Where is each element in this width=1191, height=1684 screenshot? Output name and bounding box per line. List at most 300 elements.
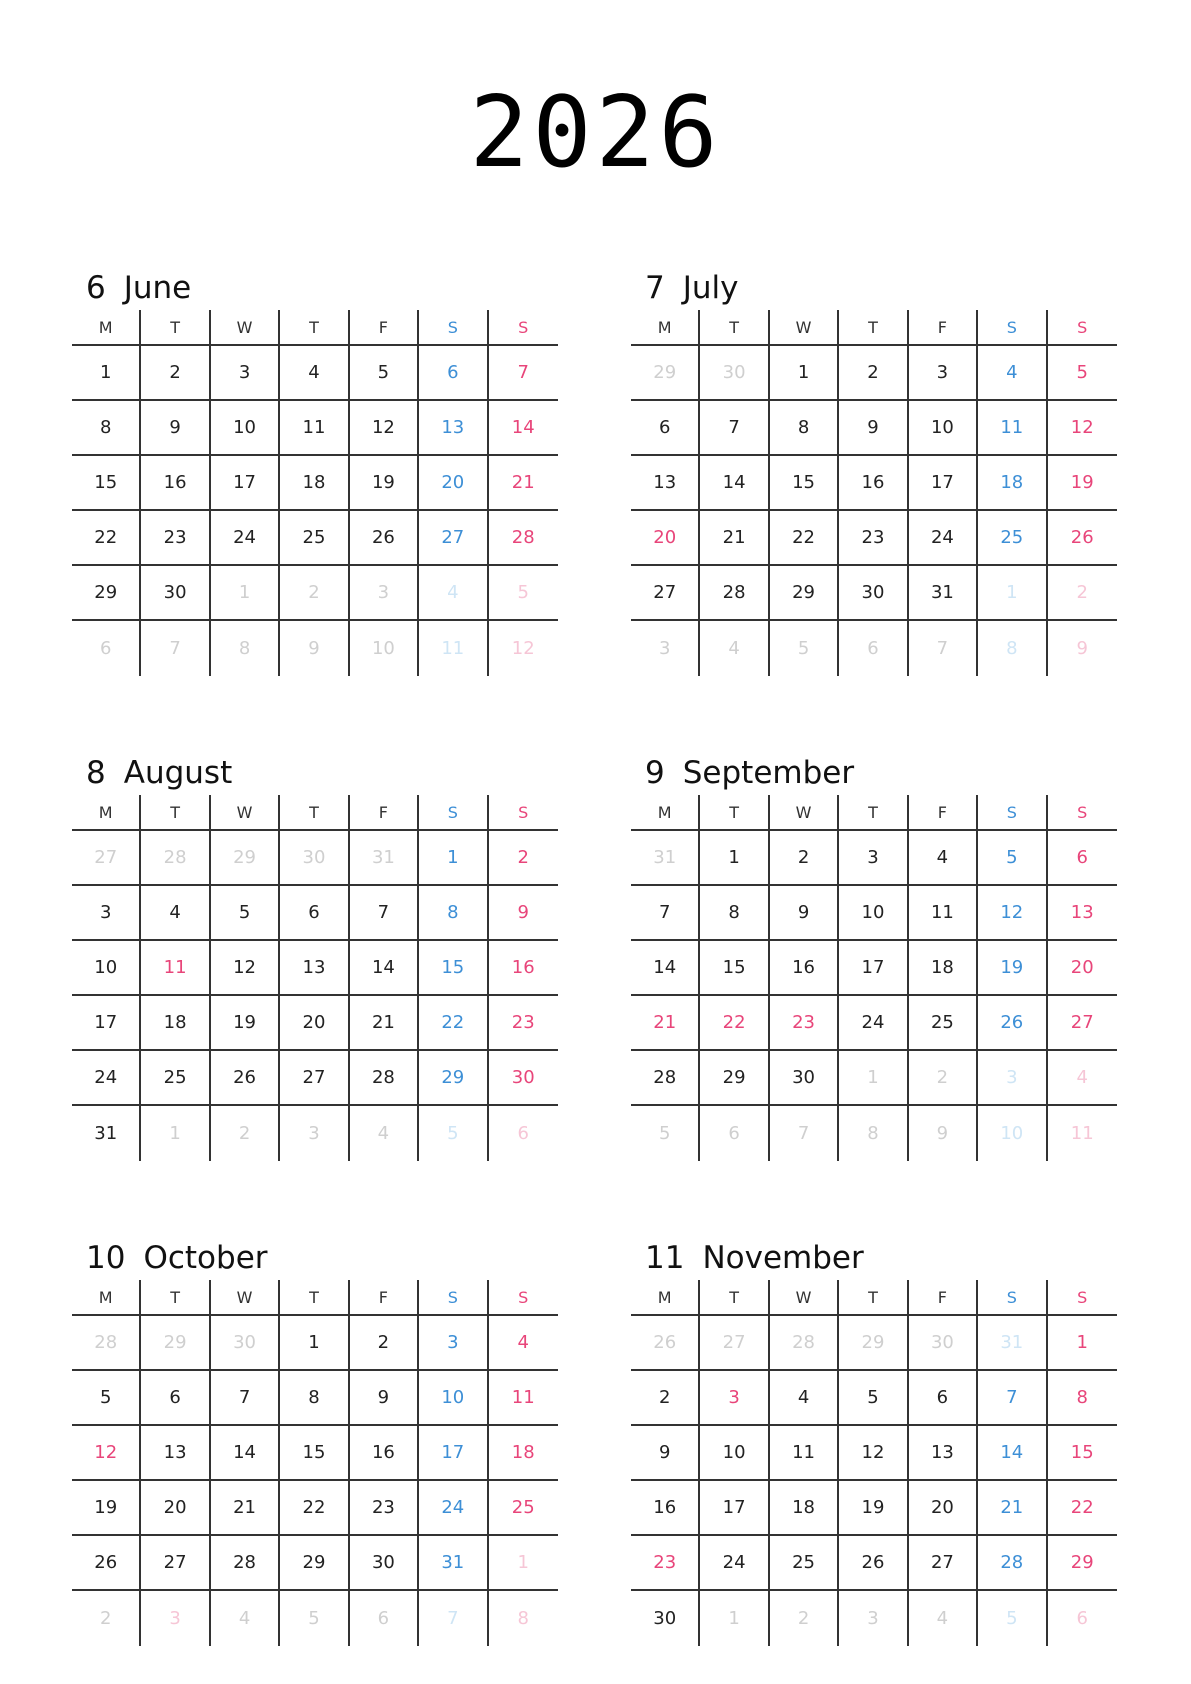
adjacent-month-day-cell: 6 — [1076, 1608, 1088, 1629]
adjacent-month-day-cell: 2 — [211, 1106, 280, 1161]
week-row — [72, 1316, 558, 1371]
day-cell: 5 — [1076, 362, 1088, 383]
day-cell: 11 — [770, 1426, 839, 1479]
day-cell: 8 — [1076, 1387, 1088, 1408]
day-cell: 1 — [72, 346, 141, 399]
day-cell: 1 — [419, 831, 488, 884]
day-cell: 4 — [517, 1332, 529, 1353]
day-cell: 17 — [700, 1481, 769, 1534]
day-cell: 14 — [700, 456, 769, 509]
day-cell: 3 — [839, 831, 908, 884]
day-cell: 4 — [141, 886, 210, 939]
adjacent-month-day-cell: 2 — [909, 1051, 978, 1104]
adjacent-month-day-cell: 7 — [141, 621, 210, 676]
adjacent-month-day-cell: 3 — [280, 1106, 349, 1161]
day-cell: 18 — [909, 941, 978, 994]
day-cell: 14 — [350, 941, 419, 994]
adjacent-month-day-cell: 28 — [72, 1316, 141, 1369]
weekday-label: S — [1077, 1287, 1088, 1307]
adjacent-month-day-cell: 6 — [72, 621, 141, 676]
day-cell: 29 — [419, 1051, 488, 1104]
week-row — [631, 831, 1117, 886]
day-cell: 12 — [350, 401, 419, 454]
day-cell: 26 — [211, 1051, 280, 1104]
day-cell: 17 — [211, 456, 280, 509]
adjacent-month-day-cell: 30 — [280, 831, 349, 884]
month-number: 6 — [86, 270, 106, 306]
adjacent-month-day-cell: 7 — [419, 1591, 488, 1646]
adjacent-month-day-cell: 4 — [1076, 1067, 1088, 1088]
week-row — [72, 1106, 558, 1161]
weekday-label: M — [72, 795, 141, 829]
day-cell: 22 — [72, 511, 141, 564]
day-cell: 5 — [72, 1371, 141, 1424]
month-grid — [72, 310, 558, 676]
adjacent-month-day-cell: 8 — [211, 621, 280, 676]
day-cell: 17 — [72, 996, 141, 1049]
day-cell: 4 — [280, 346, 349, 399]
day-cell: 6 — [419, 346, 488, 399]
month-heading — [645, 751, 854, 795]
day-cell: 30 — [631, 1591, 700, 1646]
weekday-label: T — [839, 1280, 908, 1314]
day-cell: 5 — [839, 1371, 908, 1424]
adjacent-month-day-cell: 27 — [72, 831, 141, 884]
day-cell: 20 — [419, 456, 488, 509]
day-cell: 11 — [978, 401, 1047, 454]
weekday-label: F — [350, 795, 419, 829]
day-cell: 21 — [211, 1481, 280, 1534]
day-cell: 12 — [1070, 417, 1094, 438]
day-cell: 1 — [770, 346, 839, 399]
adjacent-month-day-cell: 8 — [839, 1106, 908, 1161]
day-cell: 20 — [631, 511, 700, 564]
day-cell: 28 — [978, 1536, 1047, 1589]
day-cell: 31 — [72, 1106, 141, 1161]
weekday-label: T — [280, 310, 349, 344]
adjacent-month-day-cell: 28 — [141, 831, 210, 884]
day-cell: 22 — [419, 996, 488, 1049]
day-cell: 21 — [350, 996, 419, 1049]
month-number: 8 — [86, 755, 106, 791]
day-cell: 29 — [1070, 1552, 1094, 1573]
week-row — [72, 346, 558, 401]
year-title: 2026 — [469, 76, 722, 190]
month-grid — [72, 1280, 558, 1646]
adjacent-month-day-cell: 3 — [631, 621, 700, 676]
adjacent-month-day-cell: 11 — [419, 621, 488, 676]
weekday-label: S — [518, 317, 529, 337]
adjacent-month-day-cell: 5 — [770, 621, 839, 676]
day-cell: 26 — [1070, 527, 1094, 548]
month-name: October — [143, 1240, 268, 1276]
weekday-label: T — [141, 795, 210, 829]
week-row — [631, 1371, 1117, 1426]
day-cell: 30 — [839, 566, 908, 619]
weekday-label: S — [978, 1280, 1047, 1314]
day-cell: 3 — [909, 346, 978, 399]
day-cell: 26 — [72, 1536, 141, 1589]
adjacent-month-day-cell: 1 — [839, 1051, 908, 1104]
week-row — [631, 1426, 1117, 1481]
day-cell: 26 — [350, 511, 419, 564]
weekday-label: S — [978, 310, 1047, 344]
day-cell: 13 — [631, 456, 700, 509]
day-cell: 17 — [909, 456, 978, 509]
month-grid — [631, 1280, 1117, 1646]
day-cell: 17 — [419, 1426, 488, 1479]
day-cell: 13 — [419, 401, 488, 454]
weekday-label: T — [839, 795, 908, 829]
month-heading — [86, 1236, 268, 1280]
week-row — [631, 1316, 1117, 1371]
week-row — [72, 1591, 558, 1646]
adjacent-month-day-cell: 29 — [631, 346, 700, 399]
day-cell: 9 — [839, 401, 908, 454]
day-cell: 13 — [141, 1426, 210, 1479]
weekday-label: W — [770, 1280, 839, 1314]
day-cell: 27 — [1070, 1012, 1094, 1033]
day-cell: 21 — [700, 511, 769, 564]
day-cell: 18 — [770, 1481, 839, 1534]
day-cell: 26 — [978, 996, 1047, 1049]
adjacent-month-day-cell: 2 — [280, 566, 349, 619]
day-cell: 27 — [280, 1051, 349, 1104]
adjacent-month-day-cell: 3 — [978, 1051, 1047, 1104]
weekday-label: W — [211, 310, 280, 344]
day-cell: 9 — [350, 1371, 419, 1424]
day-cell: 8 — [419, 886, 488, 939]
adjacent-month-day-cell: 4 — [350, 1106, 419, 1161]
month-name: June — [123, 270, 192, 306]
adjacent-month-day-cell: 29 — [211, 831, 280, 884]
week-row — [631, 1536, 1117, 1591]
weekday-label: S — [419, 795, 488, 829]
adjacent-month-day-cell: 6 — [839, 621, 908, 676]
weekday-label: T — [700, 1280, 769, 1314]
adjacent-month-day-cell: 11 — [1070, 1123, 1094, 1144]
day-cell: 18 — [511, 1442, 535, 1463]
week-row — [631, 621, 1117, 676]
day-cell: 23 — [350, 1481, 419, 1534]
weekday-label: S — [1077, 802, 1088, 822]
day-cell: 8 — [280, 1371, 349, 1424]
day-cell: 10 — [419, 1371, 488, 1424]
adjacent-month-day-cell: 2 — [1076, 582, 1088, 603]
adjacent-month-day-cell: 4 — [700, 621, 769, 676]
day-cell: 29 — [700, 1051, 769, 1104]
adjacent-month-day-cell: 6 — [517, 1123, 529, 1144]
day-cell: 14 — [631, 941, 700, 994]
day-cell: 12 — [72, 1426, 141, 1479]
day-cell: 21 — [511, 472, 535, 493]
day-cell: 15 — [72, 456, 141, 509]
day-cell: 14 — [211, 1426, 280, 1479]
day-cell: 24 — [211, 511, 280, 564]
day-cell: 23 — [839, 511, 908, 564]
day-cell: 16 — [839, 456, 908, 509]
day-cell: 2 — [517, 847, 529, 868]
adjacent-month-day-cell: 3 — [350, 566, 419, 619]
adjacent-month-day-cell: 10 — [350, 621, 419, 676]
day-cell: 28 — [631, 1051, 700, 1104]
day-cell: 12 — [978, 886, 1047, 939]
weekday-label: T — [700, 795, 769, 829]
week-row — [72, 1051, 558, 1106]
day-cell: 3 — [72, 886, 141, 939]
adjacent-month-day-cell: 9 — [909, 1106, 978, 1161]
month-name: August — [123, 755, 233, 791]
day-cell: 5 — [350, 346, 419, 399]
day-cell: 28 — [700, 566, 769, 619]
day-cell: 25 — [909, 996, 978, 1049]
day-cell: 6 — [280, 886, 349, 939]
day-cell: 6 — [141, 1371, 210, 1424]
adjacent-month-day-cell: 29 — [839, 1316, 908, 1369]
day-cell: 3 — [700, 1371, 769, 1424]
adjacent-month-day-cell: 10 — [978, 1106, 1047, 1161]
day-cell: 20 — [141, 1481, 210, 1534]
day-cell: 7 — [350, 886, 419, 939]
day-cell: 11 — [511, 1387, 535, 1408]
day-cell: 20 — [909, 1481, 978, 1534]
day-cell: 24 — [839, 996, 908, 1049]
adjacent-month-day-cell: 5 — [631, 1106, 700, 1161]
weekday-label: F — [909, 1280, 978, 1314]
day-cell: 2 — [141, 346, 210, 399]
day-cell: 22 — [700, 996, 769, 1049]
adjacent-month-day-cell: 7 — [909, 621, 978, 676]
month-heading — [645, 266, 738, 310]
week-row — [72, 1426, 558, 1481]
day-cell: 19 — [211, 996, 280, 1049]
adjacent-month-day-cell: 8 — [517, 1608, 529, 1629]
weekday-label: S — [518, 1287, 529, 1307]
adjacent-month-day-cell: 4 — [211, 1591, 280, 1646]
day-cell: 28 — [511, 527, 535, 548]
day-cell: 9 — [631, 1426, 700, 1479]
day-cell: 9 — [517, 902, 529, 923]
weekday-label: W — [211, 1280, 280, 1314]
week-row — [72, 401, 558, 456]
week-row — [631, 1051, 1117, 1106]
day-cell: 16 — [631, 1481, 700, 1534]
week-row — [72, 941, 558, 996]
weekday-header-row — [72, 1280, 558, 1316]
adjacent-month-day-cell: 29 — [141, 1316, 210, 1369]
weekday-label: W — [770, 310, 839, 344]
day-cell: 10 — [909, 401, 978, 454]
day-cell: 30 — [511, 1067, 535, 1088]
week-row — [72, 456, 558, 511]
adjacent-month-day-cell: 1 — [211, 566, 280, 619]
week-row — [72, 1481, 558, 1536]
adjacent-month-day-cell: 3 — [141, 1591, 210, 1646]
weekday-label: S — [419, 310, 488, 344]
adjacent-month-day-cell: 7 — [770, 1106, 839, 1161]
day-cell: 10 — [211, 401, 280, 454]
weekday-label: T — [700, 310, 769, 344]
day-cell: 25 — [978, 511, 1047, 564]
day-cell: 19 — [350, 456, 419, 509]
day-cell: 7 — [517, 362, 529, 383]
day-cell: 6 — [909, 1371, 978, 1424]
weekday-label: S — [1077, 317, 1088, 337]
month-grid — [631, 310, 1117, 676]
weekday-label: W — [770, 795, 839, 829]
day-cell: 26 — [839, 1536, 908, 1589]
adjacent-month-day-cell: 5 — [978, 1591, 1047, 1646]
weekday-header-row — [72, 795, 558, 831]
week-row — [631, 996, 1117, 1051]
adjacent-month-day-cell: 31 — [631, 831, 700, 884]
day-cell: 22 — [1070, 1497, 1094, 1518]
day-cell: 18 — [978, 456, 1047, 509]
day-cell: 27 — [909, 1536, 978, 1589]
day-cell: 8 — [700, 886, 769, 939]
day-cell: 18 — [280, 456, 349, 509]
adjacent-month-day-cell: 30 — [211, 1316, 280, 1369]
day-cell: 27 — [631, 566, 700, 619]
day-cell: 30 — [350, 1536, 419, 1589]
month-grid — [631, 795, 1117, 1161]
week-row — [631, 1481, 1117, 1536]
day-cell: 25 — [141, 1051, 210, 1104]
adjacent-month-day-cell: 9 — [1076, 638, 1088, 659]
day-cell: 12 — [839, 1426, 908, 1479]
week-row — [631, 456, 1117, 511]
day-cell: 4 — [909, 831, 978, 884]
month-number: 7 — [645, 270, 665, 306]
month-number: 11 — [645, 1240, 685, 1276]
day-cell: 15 — [700, 941, 769, 994]
weekday-label: S — [419, 1280, 488, 1314]
adjacent-month-day-cell: 26 — [631, 1316, 700, 1369]
adjacent-month-day-cell: 2 — [770, 1591, 839, 1646]
day-cell: 2 — [350, 1316, 419, 1369]
day-cell: 24 — [700, 1536, 769, 1589]
day-cell: 11 — [280, 401, 349, 454]
day-cell: 24 — [909, 511, 978, 564]
day-cell: 24 — [72, 1051, 141, 1104]
day-cell: 16 — [770, 941, 839, 994]
day-cell: 11 — [141, 941, 210, 994]
day-cell: 18 — [141, 996, 210, 1049]
week-row — [631, 346, 1117, 401]
adjacent-month-day-cell: 30 — [909, 1316, 978, 1369]
weekday-label: T — [280, 795, 349, 829]
month-number: 9 — [645, 755, 665, 791]
weekday-label: T — [839, 310, 908, 344]
day-cell: 8 — [770, 401, 839, 454]
day-cell: 16 — [350, 1426, 419, 1479]
adjacent-month-day-cell: 9 — [280, 621, 349, 676]
weekday-header-row — [631, 1280, 1117, 1316]
day-cell: 20 — [1070, 957, 1094, 978]
weekday-label: F — [909, 310, 978, 344]
day-cell: 19 — [839, 1481, 908, 1534]
day-cell: 30 — [770, 1051, 839, 1104]
weekday-label: M — [631, 795, 700, 829]
day-cell: 25 — [770, 1536, 839, 1589]
month-number: 10 — [86, 1240, 126, 1276]
week-row — [631, 1591, 1117, 1646]
day-cell: 11 — [909, 886, 978, 939]
adjacent-month-day-cell: 27 — [700, 1316, 769, 1369]
week-row — [72, 996, 558, 1051]
weekday-label: F — [350, 310, 419, 344]
day-cell: 28 — [350, 1051, 419, 1104]
week-row — [72, 511, 558, 566]
week-row — [72, 566, 558, 621]
adjacent-month-day-cell: 30 — [700, 346, 769, 399]
week-row — [631, 511, 1117, 566]
weekday-label: M — [72, 310, 141, 344]
day-cell: 10 — [839, 886, 908, 939]
adjacent-month-day-cell: 4 — [419, 566, 488, 619]
week-row — [631, 566, 1117, 621]
adjacent-month-day-cell: 6 — [700, 1106, 769, 1161]
day-cell: 13 — [1070, 902, 1094, 923]
day-cell: 4 — [770, 1371, 839, 1424]
day-cell: 5 — [211, 886, 280, 939]
day-cell: 25 — [511, 1497, 535, 1518]
day-cell: 19 — [72, 1481, 141, 1534]
day-cell: 28 — [211, 1536, 280, 1589]
weekday-label: S — [978, 795, 1047, 829]
month-heading — [86, 266, 191, 310]
day-cell: 7 — [700, 401, 769, 454]
weekday-label: T — [280, 1280, 349, 1314]
adjacent-month-day-cell: 6 — [350, 1591, 419, 1646]
day-cell: 10 — [700, 1426, 769, 1479]
adjacent-month-day-cell: 12 — [511, 638, 535, 659]
day-cell: 17 — [839, 941, 908, 994]
day-cell: 20 — [280, 996, 349, 1049]
adjacent-month-day-cell: 1 — [141, 1106, 210, 1161]
adjacent-month-day-cell: 4 — [909, 1591, 978, 1646]
adjacent-month-day-cell: 1 — [978, 566, 1047, 619]
weekday-label: T — [141, 1280, 210, 1314]
day-cell: 6 — [1076, 847, 1088, 868]
month-name: September — [682, 755, 855, 791]
day-cell: 24 — [419, 1481, 488, 1534]
day-cell: 8 — [72, 401, 141, 454]
adjacent-month-day-cell: 5 — [280, 1591, 349, 1646]
day-cell: 7 — [631, 886, 700, 939]
adjacent-month-day-cell: 2 — [72, 1591, 141, 1646]
weekday-label: F — [350, 1280, 419, 1314]
adjacent-month-day-cell: 31 — [350, 831, 419, 884]
adjacent-month-day-cell: 5 — [419, 1106, 488, 1161]
week-row — [631, 401, 1117, 456]
day-cell: 19 — [1070, 472, 1094, 493]
week-row — [631, 1106, 1117, 1161]
day-cell: 15 — [280, 1426, 349, 1479]
day-cell: 13 — [280, 941, 349, 994]
day-cell: 3 — [211, 346, 280, 399]
weekday-label: M — [72, 1280, 141, 1314]
adjacent-month-day-cell: 28 — [770, 1316, 839, 1369]
day-cell: 29 — [280, 1536, 349, 1589]
adjacent-month-day-cell: 31 — [978, 1316, 1047, 1369]
week-row — [72, 621, 558, 676]
week-row — [631, 886, 1117, 941]
day-cell: 23 — [141, 511, 210, 564]
week-row — [72, 1536, 558, 1591]
weekday-label: W — [211, 795, 280, 829]
day-cell: 14 — [978, 1426, 1047, 1479]
